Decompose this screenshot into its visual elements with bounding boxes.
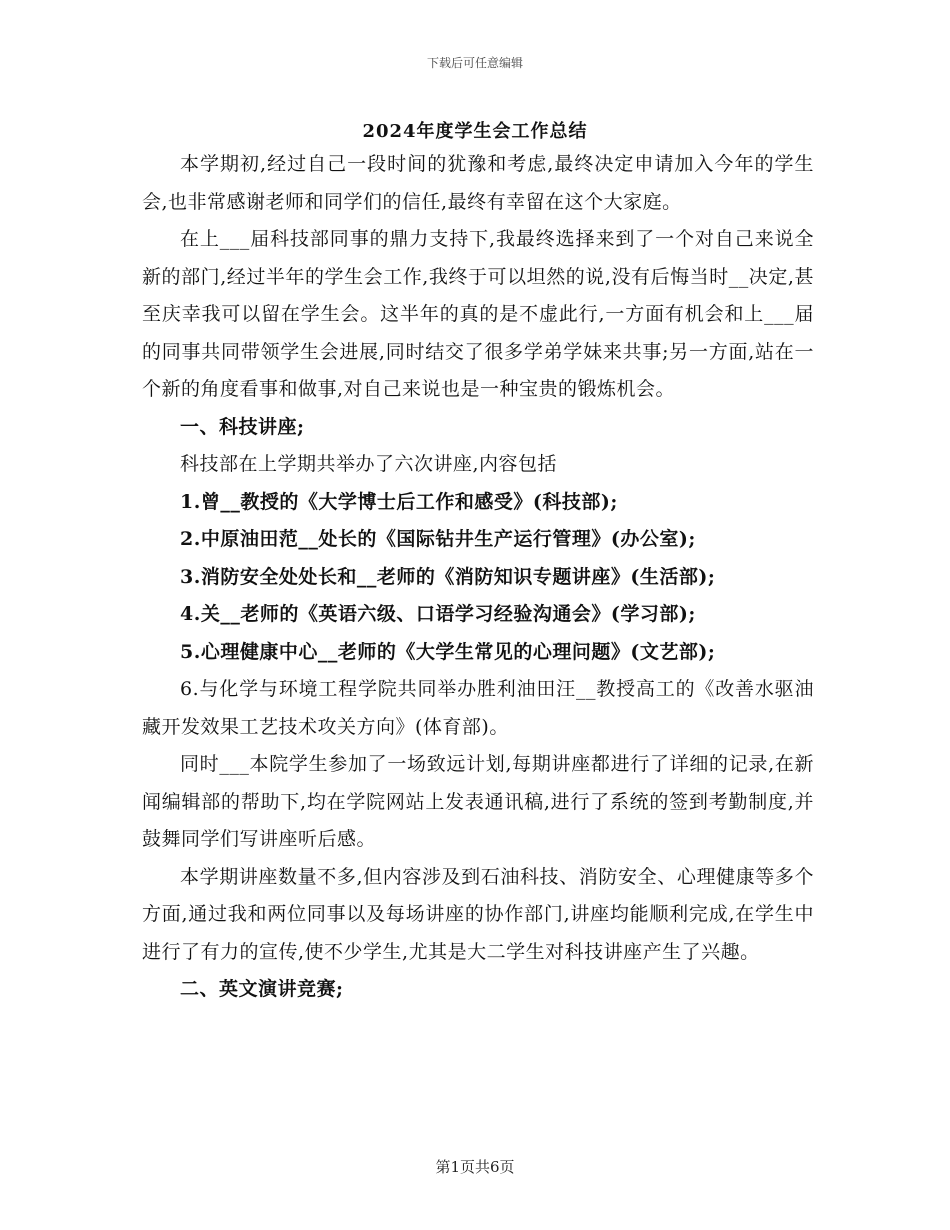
document-body <box>142 146 814 1009</box>
paragraph-intro: 本学期初,经过自己一段时间的犹豫和考虑,最终决定申请加入今年的学生会,也非常感谢老师和同学们的信任,最终有幸留在这个大家庭。 <box>142 153 814 213</box>
document-title: 2024年度学生会工作总结 <box>362 121 588 142</box>
paragraph-records: 同时___本院学生参加了一场致远计划,每期讲座都进行了详细的记录,在新闻编辑部的帮助下,均在学院网站上发表通讯稿,进行了系统的签到考勤制度,并鼓舞同学们写讲座听后感。 <box>142 753 814 850</box>
lecture-item-5: 5.心理健康中心__老师的《大学生常见的心理问题》(文艺部); <box>180 640 716 663</box>
lecture-item-4: 4.关__老师的《英语六级、口语学习经验沟通会》(学习部); <box>180 603 696 625</box>
lecture-item-2: 2.中原油田范__处长的《国际钻井生产运行管理》(办公室); <box>180 528 696 550</box>
section-heading-speech-contest: 二、英文演讲竞赛; <box>180 978 344 1000</box>
lecture-item-3: 3.消防安全处处长和__老师的《消防知识专题讲座》(生活部); <box>180 565 716 588</box>
lecture-item-1: 1.曾__教授的《大学博士后工作和感受》(科技部); <box>180 490 618 513</box>
page-number: 第1页共6页 <box>435 1158 515 1176</box>
paragraph-department: 在上___届科技部同事的鼎力支持下,我最终选择来到了一个对自己来说全新的部门,经过半年的学生会工作,我终于可以坦然的说,没有后悔当时__决定,甚至庆幸我可以留在学生会。这半年的真的是不虚此行,一方面有机会和上___届的同事共同带领学生会进展,同时结交了很多学弟学妹来共事;另一方面,站在一个新的角度看事和做事,对自己来说也是一种宝贵的锻炼机会。 <box>142 228 814 400</box>
paragraph-summary: 本学期讲座数量不多,但内容涉及到石油科技、消防安全、心理健康等多个方面,通过我和两位同事以及每场讲座的协作部门,讲座均能顺利完成,在学生中进行了有力的宣传,使不少学生,尤其是大二学生对科技讲座产生了兴趣。 <box>142 865 814 963</box>
page-header-note: 下载后可任意编辑 <box>426 56 523 70</box>
paragraph-lectures-intro: 科技部在上学期共举办了六次讲座,内容包括 <box>180 453 558 475</box>
section-heading-lectures: 一、科技讲座; <box>180 415 305 438</box>
lecture-item-6: 6.与化学与环境工程学院共同举办胜利油田汪__教授高工的《改善水驱油藏开发效果工艺技术攻关方向》(体育部)。 <box>142 678 814 738</box>
